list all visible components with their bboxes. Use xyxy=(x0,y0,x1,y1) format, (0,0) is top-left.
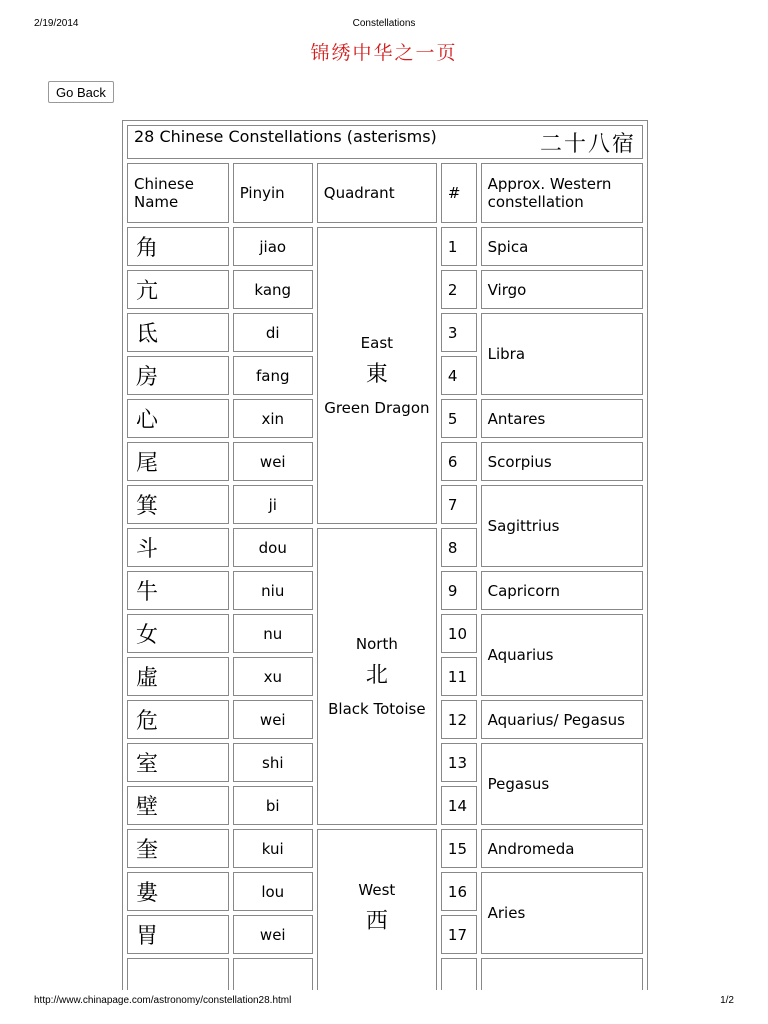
table-row xyxy=(127,227,643,266)
number-cell: 10 xyxy=(441,614,477,653)
quadrant-animal: Green Dragon xyxy=(324,398,430,417)
pinyin-cell: wei xyxy=(233,915,313,954)
western-constellation-cell: Scorpius xyxy=(481,442,643,481)
western-constellation-cell: Pegasus xyxy=(481,743,643,825)
table-title-cell xyxy=(127,125,643,159)
chinese-name-cell: 虛 xyxy=(127,657,229,696)
print-footer-page: 1/2 xyxy=(720,995,734,1006)
western-constellation-cell xyxy=(481,958,643,990)
western-constellation-cell: Aquarius xyxy=(481,614,643,696)
quadrant-chinese: 北 xyxy=(365,663,388,689)
pinyin-cell: nu xyxy=(233,614,313,653)
western-constellation-cell: Spica xyxy=(481,227,643,266)
quadrant-cell xyxy=(317,829,437,990)
pinyin-cell: dou xyxy=(233,528,313,567)
table-body xyxy=(127,125,643,990)
table-title: 28 Chinese Constellations (asterisms) xyxy=(134,126,437,146)
constellations-table xyxy=(122,120,648,990)
chinese-name-cell: 胃 xyxy=(127,915,229,954)
number-cell: 17 xyxy=(441,915,477,954)
western-constellation-cell: Virgo xyxy=(481,270,643,309)
print-header-title: Constellations xyxy=(352,18,416,29)
chinese-name-cell: 室 xyxy=(127,743,229,782)
chinese-name-cell: 壁 xyxy=(127,786,229,825)
print-footer-url: http://www.chinapage.com/astronomy/constellation28.html xyxy=(34,995,292,1006)
pinyin-cell: wei xyxy=(233,442,313,481)
number-cell xyxy=(441,958,477,990)
chinese-name-cell: 斗 xyxy=(127,528,229,567)
table-title-row xyxy=(127,125,643,159)
quadrant-cell xyxy=(317,227,437,524)
number-cell: 14 xyxy=(441,786,477,825)
pinyin-cell: niu xyxy=(233,571,313,610)
pinyin-cell: ji xyxy=(233,485,313,524)
header-pinyin: Pinyin xyxy=(233,163,313,223)
western-constellation-cell: Aries xyxy=(481,872,643,954)
western-constellation-cell: Aquarius/ Pegasus xyxy=(481,700,643,739)
pinyin-cell: lou xyxy=(233,872,313,911)
quadrant-chinese: 西 xyxy=(365,908,388,934)
chinese-name-cell: 心 xyxy=(127,399,229,438)
number-cell: 15 xyxy=(441,829,477,868)
pinyin-cell: jiao xyxy=(233,227,313,266)
chinese-name-cell xyxy=(127,958,229,990)
pinyin-cell: kui xyxy=(233,829,313,868)
pinyin-cell: shi xyxy=(233,743,313,782)
chinese-name-cell: 房 xyxy=(127,356,229,395)
constellations-table-wrapper xyxy=(122,120,648,990)
chinese-name-cell: 婁 xyxy=(127,872,229,911)
header-chinese-name: Chinese Name xyxy=(127,163,229,223)
chinese-name-cell: 尾 xyxy=(127,442,229,481)
number-cell: 4 xyxy=(441,356,477,395)
number-cell: 1 xyxy=(441,227,477,266)
pinyin-cell: xin xyxy=(233,399,313,438)
chinese-name-cell: 角 xyxy=(127,227,229,266)
pinyin-cell: bi xyxy=(233,786,313,825)
quadrant-chinese: 東 xyxy=(365,362,388,388)
chinese-name-cell: 女 xyxy=(127,614,229,653)
pinyin-cell: di xyxy=(233,313,313,352)
page-banner: 锦绣中华之一页 xyxy=(310,42,458,64)
print-header-date: 2/19/2014 xyxy=(34,18,79,29)
number-cell: 5 xyxy=(441,399,477,438)
western-constellation-cell: Capricorn xyxy=(481,571,643,610)
number-cell: 7 xyxy=(441,485,477,524)
number-cell: 8 xyxy=(441,528,477,567)
pinyin-cell xyxy=(233,958,313,990)
chinese-name-cell: 牛 xyxy=(127,571,229,610)
pinyin-cell: fang xyxy=(233,356,313,395)
header-western: Approx. Western constellation xyxy=(481,163,643,223)
pinyin-cell: wei xyxy=(233,700,313,739)
number-cell: 2 xyxy=(441,270,477,309)
chinese-name-cell: 奎 xyxy=(127,829,229,868)
western-constellation-cell: Andromeda xyxy=(481,829,643,868)
header-number: # xyxy=(441,163,477,223)
quadrant-name: East xyxy=(360,334,394,353)
western-constellation-cell: Libra xyxy=(481,313,643,395)
pinyin-cell: kang xyxy=(233,270,313,309)
header-quadrant: Quadrant xyxy=(317,163,437,223)
chinese-name-cell: 危 xyxy=(127,700,229,739)
table-title-chinese: 二十八宿 xyxy=(539,131,636,157)
table-header-row xyxy=(127,163,643,223)
chinese-name-cell: 亢 xyxy=(127,270,229,309)
quadrant-cell xyxy=(317,528,437,825)
quadrant-name: West xyxy=(358,880,396,899)
quadrant-name: North xyxy=(355,635,398,654)
pinyin-cell: xu xyxy=(233,657,313,696)
chinese-name-cell: 箕 xyxy=(127,485,229,524)
number-cell: 6 xyxy=(441,442,477,481)
number-cell: 3 xyxy=(441,313,477,352)
number-cell: 12 xyxy=(441,700,477,739)
western-constellation-cell: Sagittrius xyxy=(481,485,643,567)
go-back-button[interactable]: Go Back xyxy=(48,81,114,103)
table-row xyxy=(127,829,643,868)
number-cell: 13 xyxy=(441,743,477,782)
western-constellation-cell: Antares xyxy=(481,399,643,438)
chinese-name-cell: 氐 xyxy=(127,313,229,352)
number-cell: 16 xyxy=(441,872,477,911)
quadrant-animal: Black Totoise xyxy=(328,699,426,718)
number-cell: 11 xyxy=(441,657,477,696)
number-cell: 9 xyxy=(441,571,477,610)
